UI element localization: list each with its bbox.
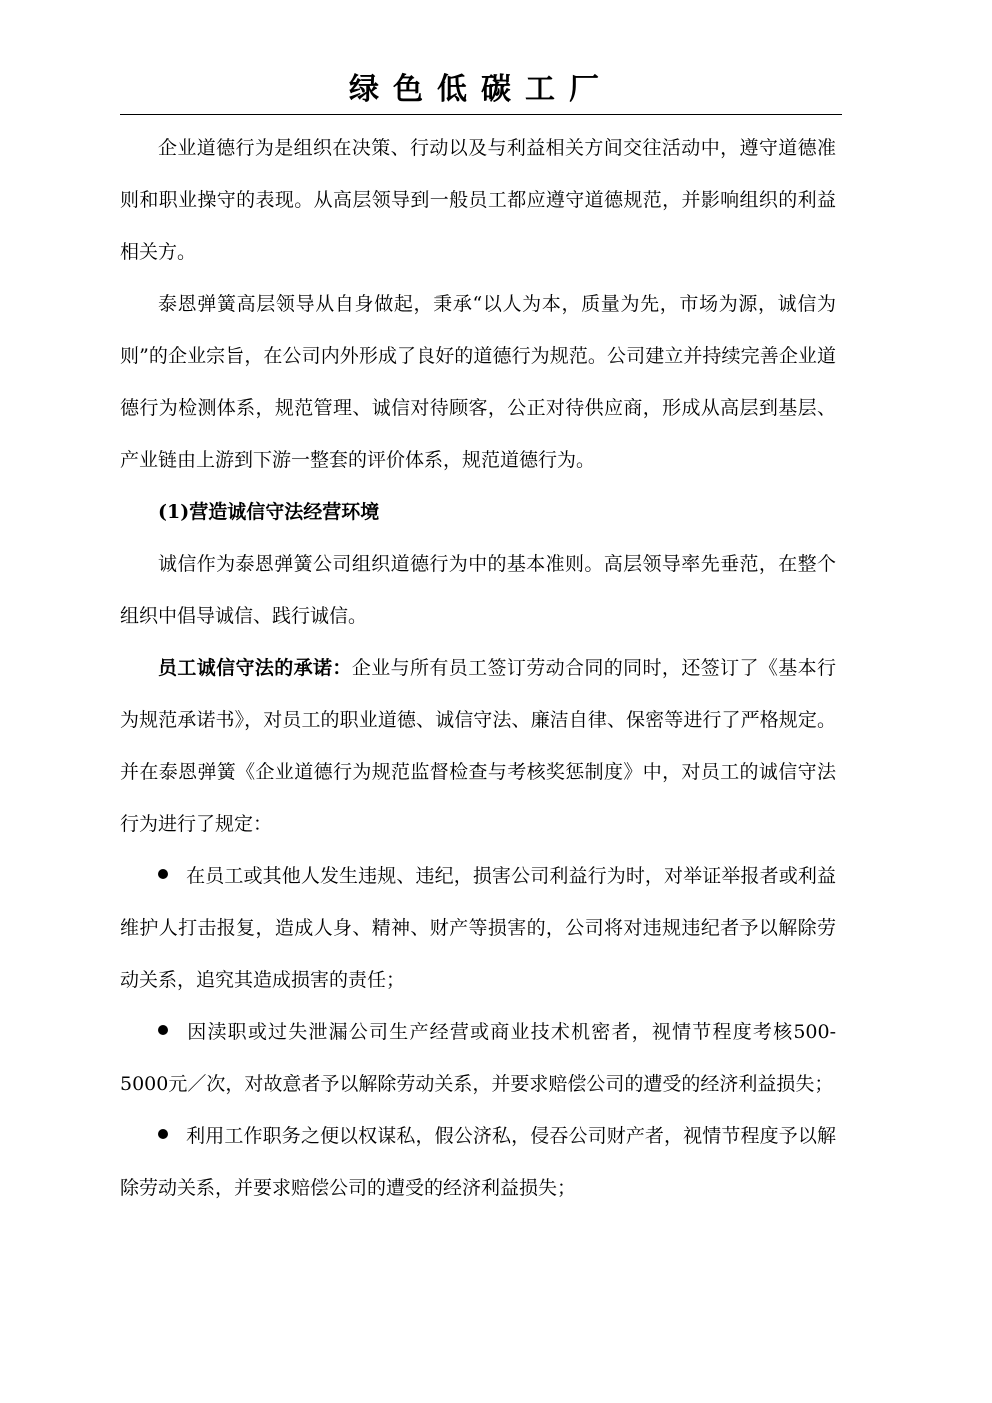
commitment-text: 企业与所有员工签订劳动合同的同时，还签订了《基本行为规范承诺书》，对员工的职业道德、诚信守法、廉洁自律、保密等进行了严格规定。并在泰恩弹簧《企业道德行为规范监督检查与考核奖惩制度》中，对员工的诚信守法行为进行了规定： <box>120 657 836 835</box>
list-item-text: 利用工作职务之便以权谋私，假公济私，侵吞公司财产者，视情节程度予以解除劳动关系，并要求赔偿公司的遭受的经济利益损失； <box>120 1125 836 1199</box>
document-body <box>120 122 836 1214</box>
bullet-icon <box>158 869 168 879</box>
page-header-title: 绿色低碳工厂 <box>349 72 613 107</box>
section-heading: (1)营造诚信守法经营环境 <box>158 501 380 523</box>
list-item-text: 因渎职或过失泄漏公司生产经营或商业技术机密者，视情节程度考核500-5000元／次，对故意者予以解除劳动关系，并要求赔偿公司的遭受的经济利益损失； <box>120 1021 836 1095</box>
bullet-icon <box>158 1129 168 1139</box>
paragraph-section-intro: 诚信作为泰恩弹簧公司组织道德行为中的基本准则。高层领导率先垂范，在整个组织中倡导诚信、践行诚信。 <box>120 553 836 627</box>
paragraph-leadership-ethics: 泰恩弹簧高层领导从自身做起，秉承“以人为本，质量为先，市场为源，诚信为则”的企业宗旨，在公司内外形成了良好的道德行为规范。公司建立并持续完善企业道德行为检测体系，规范管理、诚信对待顾客，公正对待供应商，形成从高层到基层、产业链由上游到下游一整套的评价体系，规范道德行为。 <box>120 293 836 471</box>
header-divider <box>120 114 842 115</box>
paragraph-commitment <box>120 642 836 850</box>
paragraph-ethics-definition: 企业道德行为是组织在决策、行动以及与利益相关方间交往活动中，遵守道德准则和职业操守的表现。从高层领导到一般员工都应遵守道德规范，并影响组织的利益相关方。 <box>120 137 836 263</box>
bullet-icon <box>158 1025 168 1035</box>
list-item-text: 在员工或其他人发生违规、违纪，损害公司利益行为时，对举证举报者或利益维护人打击报复，造成人身、精神、财产等损害的，公司将对违规违纪者予以解除劳动关系，追究其造成损害的责任； <box>120 865 836 991</box>
commitment-lead: 员工诚信守法的承诺： <box>158 657 352 679</box>
list-item <box>120 850 836 1006</box>
list-item <box>120 1006 836 1110</box>
list-item <box>120 1110 836 1214</box>
